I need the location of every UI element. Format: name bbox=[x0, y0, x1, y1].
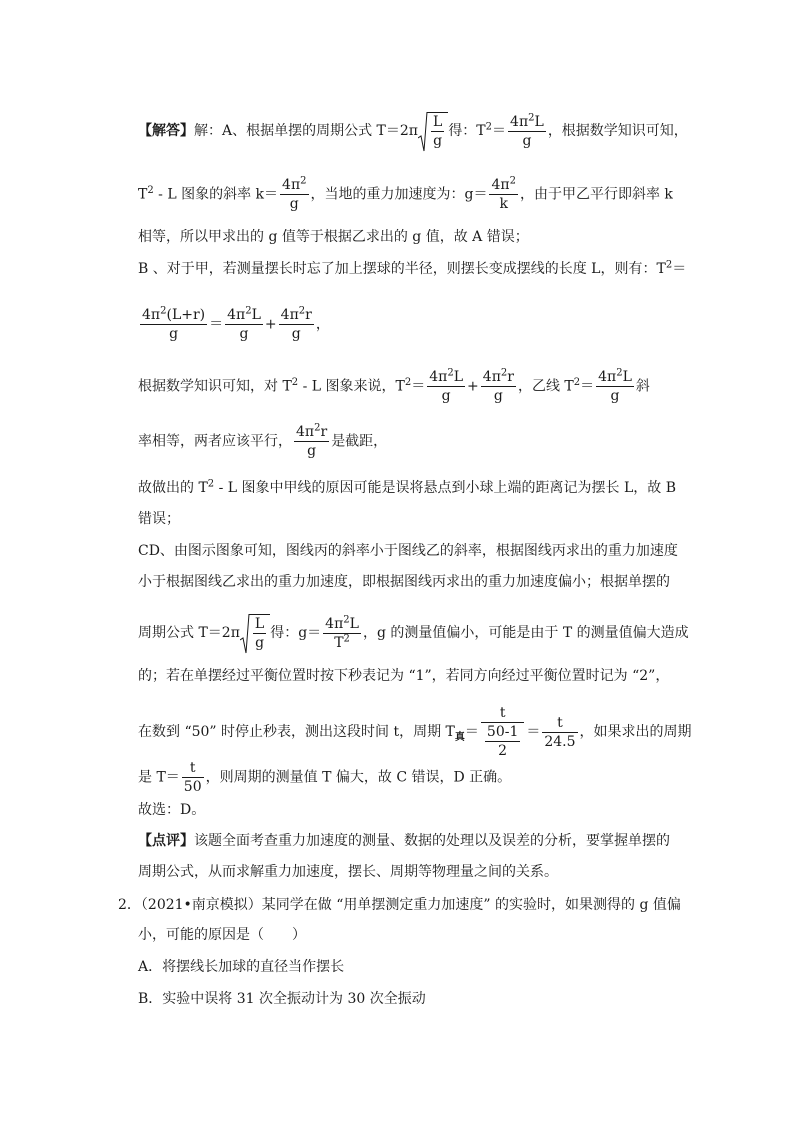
solution-line-4: B 、对于甲，若测量摆长时忘了加上摆球的半径，则摆长变成摆线的长度 L，则有：$T^2=$ bbox=[138, 259, 687, 277]
fraction: $\frac{4\pi^2L}{g}$ bbox=[429, 367, 464, 404]
solution-line-12: 周期公式 T＝2π $\frac{L}{g}$ 得：g＝ $\frac{4\pi^2L}{T^2}$ ，g 的测量值偏小，可能是由于 T 的测量值偏大造成 bbox=[138, 613, 689, 651]
fraction: $\frac{t}{\frac{50-1}{2}}$ bbox=[481, 704, 524, 760]
solution-line-15: 是 T＝ $\frac{t}{50}$ ，则周期的测量值 T 偏大，故 C 错误，D 正确。 bbox=[138, 760, 512, 795]
solution-line-1: 【解答】解：A、根据单摆的周期公式 T＝2π $\frac{L}{g}$ 得：$T^2=$ $\frac{4\pi^2L}{g}$ ，根据数学知识可知， bbox=[138, 111, 688, 149]
solution-line-13: 的；若在单摆经过平衡位置时按下秒表记为 “1”，若同方向经过平衡位置时记为 “2”， bbox=[138, 668, 670, 684]
question-2-stem-cont: 小，可能的原因是（ ） bbox=[138, 927, 306, 943]
comment-tag: 【点评】 bbox=[138, 833, 194, 849]
solution-line-11: 小于根据图线乙求出的重力加速度，即根据图线丙求出的重力加速度偏小；根据单摆的 bbox=[138, 574, 670, 590]
fraction: $\frac{4\pi^2}{g}$ bbox=[282, 175, 307, 212]
solution-select: 故选：D。 bbox=[138, 802, 206, 818]
fraction: $\frac{4\pi^2(L+r)}{g}$ bbox=[142, 305, 206, 342]
fraction: $\frac{4\pi^2L}{T^2}$ bbox=[325, 613, 359, 651]
fraction: $\frac{4\pi^2}{k}$ bbox=[491, 175, 516, 212]
fraction: $\frac{4\pi^2L}{g}$ bbox=[598, 367, 632, 404]
solution-line-6: 根据数学知识可知，对 $T^2$ - L 图象来说，$T^2=$ $\frac{4\pi^2L}{g}$ + $\frac{4\pi^2r}{g}$ ，乙线 $T^2=$ $\frac{4\pi^2L}{g}$ 斜 bbox=[138, 367, 650, 404]
question-2-stem: 2．（2021•南京模拟）某同学在做 “用单摆测定重力加速度” 的实验时，如果测得的 g 值偏 bbox=[118, 897, 681, 913]
fraction: $\frac{4\pi^2r}{g}$ bbox=[280, 305, 312, 342]
fraction: $\frac{4\pi^2r}{g}$ bbox=[482, 367, 514, 404]
fraction: $\frac{4\pi^2r}{g}$ bbox=[296, 422, 328, 459]
solution-line-14: 在数到 “50” 时停止秒表，测出这段时间 t，周期 $T_真=$ $\frac{t}{\frac{50-1}{2}}$ ＝ $\frac{t}{24.5}$ ，如果求出的周期 bbox=[138, 705, 692, 759]
solution-line-2: $T^2$ - L 图象的斜率 k＝ $\frac{4\pi^2}{g}$ ，当地的重力加速度为：g＝ $\frac{4\pi^2}{k}$ ，由于甲乙平行即斜率 k bbox=[138, 175, 673, 212]
comment-line-1: 【点评】该题全面考查重力加速度的测量、数据的处理以及误差的分析，要掌握单摆的 bbox=[138, 833, 670, 849]
solution-line-8: 故做出的 $T^2$ - L 图象中甲线的原因可能是误将悬点到小球上端的距离记为摆长 L，故 B bbox=[138, 478, 677, 496]
comment-line-2: 周期公式，从而求解重力加速度，摆长、周期等物理量之间的关系。 bbox=[138, 864, 558, 880]
answer-tag: 【解答】 bbox=[138, 123, 194, 139]
solution-line-7: 率相等，两者应该平行， $\frac{4\pi^2r}{g}$ 是截距， bbox=[138, 422, 388, 459]
option-b: B．实验中误将 31 次全振动计为 30 次全振动 bbox=[138, 991, 426, 1007]
solution-line-3: 相等，所以甲求出的 g 值等于根据乙求出的 g 值，故 A 错误； bbox=[138, 229, 529, 245]
fraction: $\frac{t}{24.5}$ bbox=[544, 714, 576, 750]
sqrt-l-over-g: $\frac{L}{g}$ bbox=[418, 112, 448, 150]
fraction: $\frac{t}{50}$ bbox=[183, 760, 202, 795]
solution-line-9: 错误； bbox=[138, 511, 180, 527]
fraction: $\frac{4\pi^2L}{g}$ bbox=[227, 305, 261, 342]
option-a: A．将摆线长加球的直径当作摆长 bbox=[138, 959, 345, 975]
solution-line-10: CD、由图示图象可知，图线丙的斜率小于图线乙的斜率，根据图线丙求出的重力加速度 bbox=[138, 543, 678, 559]
sqrt-l-over-g: $\frac{L}{g}$ bbox=[240, 614, 270, 652]
solution-line-5: $\frac{4\pi^2(L+r)}{g}$ ＝ $\frac{4\pi^2L}{g}$ + $\frac{4\pi^2r}{g}$ ， bbox=[142, 305, 330, 342]
fraction: $\frac{4\pi^2L}{g}$ bbox=[510, 111, 544, 149]
